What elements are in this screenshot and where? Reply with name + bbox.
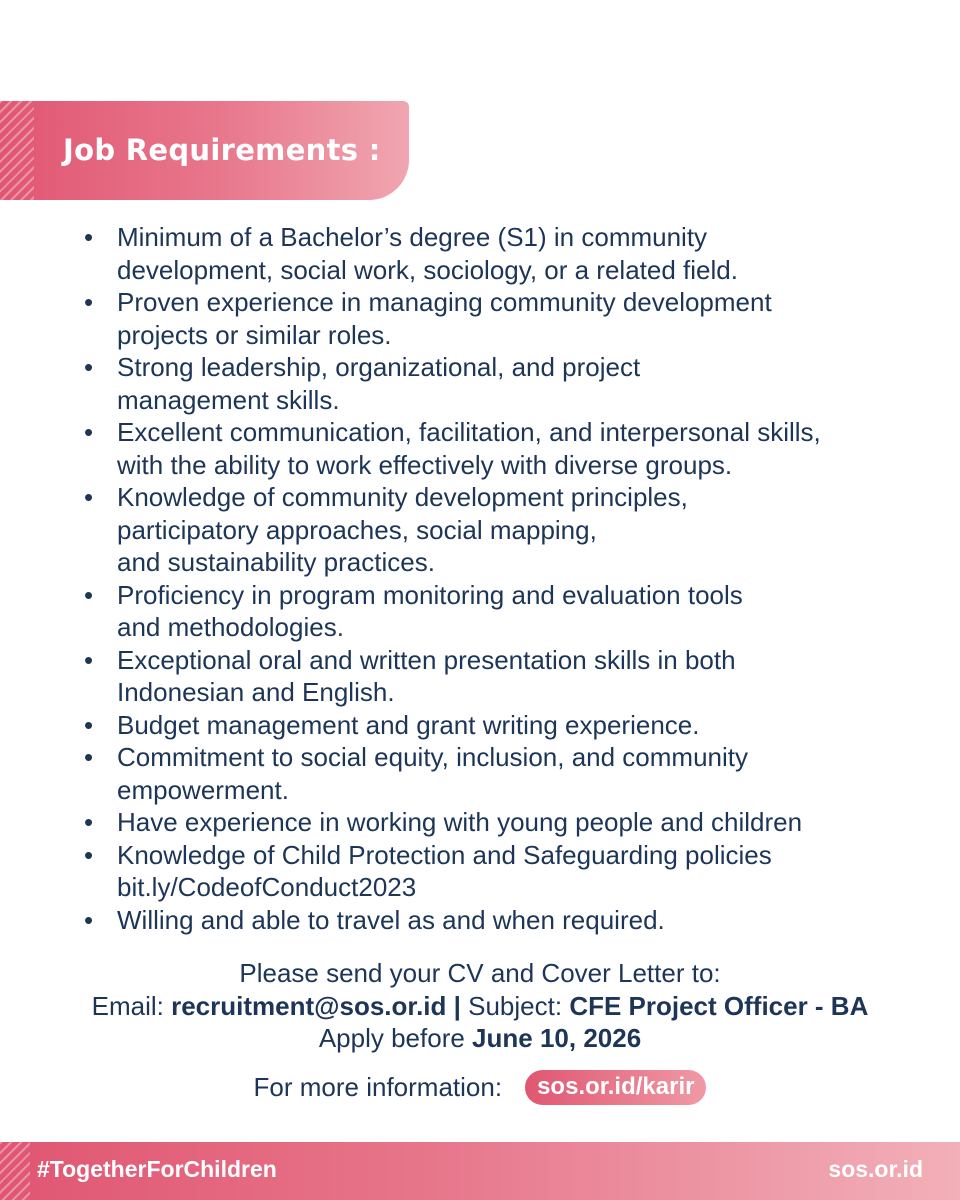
deadline-date: June 10, 2026 (472, 1023, 642, 1053)
section-title: Job Requirements : (63, 133, 381, 167)
list-item (82, 904, 902, 937)
email-line (0, 990, 960, 1023)
bullet-icon: • (84, 287, 94, 317)
subject-label: Subject: (460, 990, 570, 1021)
bullet-icon: • (84, 644, 94, 675)
list-item (82, 579, 902, 644)
requirement-text: Budget management and grant writing experience. (117, 709, 700, 740)
bullet-icon: • (84, 222, 94, 252)
footer-site-link[interactable]: sos.or.id (828, 1156, 923, 1182)
list-item (82, 839, 902, 904)
list-item (82, 351, 902, 416)
bullet-icon: • (84, 417, 94, 447)
send-cv-text: Please send your CV and Cover Letter to: (239, 958, 721, 988)
requirement-text: Willing and able to travel as and when required. (117, 904, 665, 935)
more-info-label: For more information: (253, 1072, 503, 1102)
requirement-text: Proficiency in program monitoring and evaluation tools and methodologies. (117, 579, 743, 642)
list-item (82, 286, 902, 351)
email-label: Email: (91, 990, 172, 1021)
stripe-decoration (0, 1142, 30, 1200)
requirement-text: Knowledge of community development principles, participatory approaches, social mapping, and sustainability practices. (117, 482, 688, 577)
list-item (82, 416, 902, 481)
list-item (82, 644, 902, 709)
contact-block (0, 957, 960, 1055)
requirement-text: Proven experience in managing community development projects or similar roles. (117, 287, 772, 350)
list-item (82, 221, 902, 286)
bullet-icon: • (84, 904, 94, 935)
bullet-icon: • (84, 352, 94, 382)
requirement-text: Excellent communication, facilitation, and interpersonal skills, with the ability to work effectively with diverse groups. (117, 417, 821, 480)
bullet-icon: • (84, 482, 94, 512)
requirement-text: Knowledge of Child Protection and Safeguarding policies bit.ly/CodeofConduct2023 (117, 839, 772, 902)
footer-hashtag: #TogetherForChildren (37, 1156, 277, 1182)
list-item (82, 741, 902, 806)
requirements-list (82, 221, 902, 936)
apply-label: Apply before (318, 1023, 473, 1053)
bullet-icon: • (84, 839, 94, 870)
requirement-text: Strong leadership, organizational, and project management skills. (117, 352, 641, 415)
stripe-decoration (0, 101, 34, 200)
bullet-icon: • (84, 579, 94, 610)
bullet-icon: • (84, 742, 94, 772)
requirement-text: Have experience in working with young people and children (117, 807, 803, 837)
requirement-text: Commitment to social equity, inclusion, and community empowerment. (117, 742, 748, 805)
list-item (82, 806, 902, 839)
list-item (82, 481, 902, 579)
section-header (0, 101, 409, 200)
deadline-line (0, 1022, 960, 1055)
bullet-icon: • (84, 807, 94, 837)
footer-bar (0, 1142, 960, 1200)
email-subject: CFE Project Officer - BA (569, 990, 869, 1021)
more-info-row (0, 1070, 960, 1105)
email-address[interactable]: recruitment@sos.or.id | (171, 990, 461, 1021)
requirement-text: Minimum of a Bachelor’s degree (S1) in community development, social work, sociology, or a related field. (117, 222, 738, 285)
career-link[interactable]: sos.or.id/karir (525, 1070, 706, 1105)
list-item (82, 709, 902, 742)
bullet-icon: • (84, 709, 94, 740)
requirement-text: Exceptional oral and written presentation skills in both Indonesian and English. (117, 644, 736, 707)
